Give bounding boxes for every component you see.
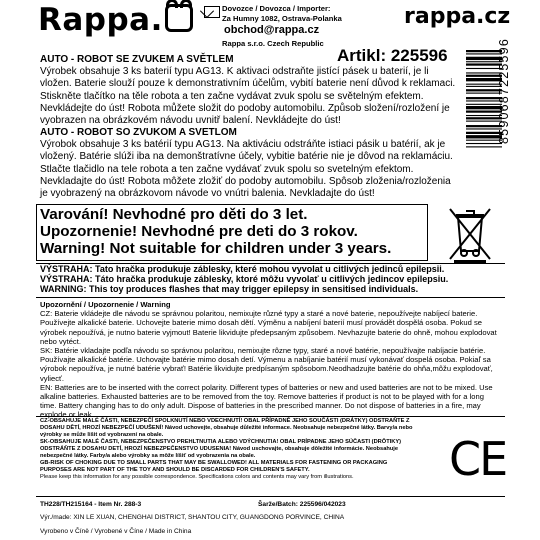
brand-logo: Rappa. [38,2,193,38]
importer-label: Dovozce / Dovozca / Importer: [222,4,331,13]
divider [36,297,505,298]
batch-number: Šarže/Batch: 225596/042023 [258,501,346,508]
age-restriction-icon [455,291,493,329]
warning-en: Warning! Not suitable for children under 3 years. [40,240,392,257]
epilepsy-warning [40,265,500,294]
envelope-icon [204,6,220,18]
warning-cz: Varování! Nevhodné pro děti do 3 let. [40,206,308,223]
small-parts-cz: CZ-OBSAHUJE MALÉ ČÁSTI, NEBEZPEČÍ SPOLKNUTÍ NEBO VDECHNUTÍ! OBAL PŘÍPADNĚ JEHO SOUČÁSTI (DRÁTKY) ODSTRAŇTE Z DOSAHU DĚTÍ, HROZÍ NEBEZPEČÍ UDUŠENÍ! Návod uchovejte, obsahuje důležité informace. Neobsahuje nebezpečné látky. Barvy/a nebo výrobky se může lišit od vyobrazení na obale. [40,418,413,438]
warning-sk: Upozornenie! Nevhodné pre deti do 3 rokov. [40,223,358,240]
sk-text: Výrobok obsahuje 3 ks batérií typu AG13. Na aktiváciu odstráňte istiaci pásik u batérií, ak je vložený. Batérie slúži iba na demonštratívne účely, vybitie batérie nie je dôvod na reklamáciu. Stlačte tlačidlo na tele robota a ten začne vydávať zvuk spolu so svetelným efektom. Nevkladajte do úst! Robota môžete zložiť do podoby automobilu. Spôsob zloženia/rozloženia je vyobrazený na obrázkovom návode vo vnútri balenia. Nevkladajte do úst! [40,139,453,200]
battery-warnings [40,300,502,420]
epilepsy-cz: VÝSTRAHA: Tato hračka produkuje záblesky, které mohou vyvolat u citlivých jedinců epilepsii. [40,264,445,274]
divider [36,496,505,497]
divider [36,416,505,417]
small-parts-gb: GB-RISK OF CHOKING DUE TO SMALL PARTS THAT MAY BE SWALLOWED! ALL MATERIALS FOR FASTENING OR PACKAGING PURPOSES ARE NOT PART OF THE TOY AND SHOULD BE DISCARDED FOR CHILDREN'S SAFETY. [40,460,388,473]
battery-en: EN: Batteries are to be inserted with the correct polarity. Different types of batteries or new and used batteries are not to be mixed. Use alkaline batteries. Exhausted batteries are to be removed from the toy. Remove batteries if product is not to be played with for a long time. Battery changing has to do only adult. Dispose of batteries in the prescribed manner. Do not dispose of batteries in a fire, may explode or leak. [40,382,493,420]
small-parts-sk: SK-OBSAHUJE MALÉ ČASTI, NEBEZPEČENSTVO PREHLTNUTIA ALEBO VDÝCHNUTIA! OBAL PRÍPADNE JEHO SÚČASTI (DRÔTIKY) ODSTRÁŇTE Z DOSAHU DETÍ, HROZÍ NEBEZPEČENSTVO UDUSENIA! Návod uschovajte, obsahuje dôležité informácie. Neobsahuje nebezpečné látky. Farby/a alebo výrobky sa môže líšiť od vyobrazenia na obale. [40,439,402,459]
small-parts-warning [40,418,420,481]
epilepsy-en: WARNING: This toy produces flashes that may trigger epilepsy in sensitised individuals. [40,283,419,294]
cz-text: Výrobek obsahuje 3 ks baterií typu AG13. K aktivaci odstraňte jistící pásek u baterií, je li vložen. Baterie slouží pouze k demonstrativním účelům, vybití baterie není důvod k reklamaci. Stiskněte tlačítko na těle robota a ten začne vydávat zvuk spolu se světelným efektem. Nevkládejte do úst! Robota můžete složit do podoby automobilu. Způsob složení/rozložení je vyobrazen na obrázkovém návodu uvnitř balení. Nevkládejte do úst! [40,66,456,127]
origin: Vyrobeno v Číně / Vyrobené v Číne / Made in China [40,528,192,535]
company-name: Rappa s.r.o. Czech Republic [222,39,324,48]
battery-sk: SK: Batérie vkladajte podľa návodu so správnou polaritou, nemixujte rôzne typy, staré a nové batérie, nepoužívajte nabíjacie batérie. Používajte alkalické batérie. Uchovajte batérie mimo dosah detí. Výmenu a nabíjanie batérií musí vykonávať dospelá osoba. Pokiaľ sa výrobok nepoužíva, je nutné batérie vybrať! Batérie likvidujte predpísaným spôsobom.Neodhadzujte batérie do ohňa,môžu explodovať, vyliecť. [40,346,493,383]
epilepsy-sk: VÝSTRAHA: Táto hračka produkuje záblesky, ktoré môžu vyvolať u citlivých jedincov epilepsiu. [40,273,449,284]
website-link[interactable]: rappa.cz [404,4,511,29]
age-warning [40,206,391,257]
battery-heading: Upozornění / Upozornenie / Warning [40,300,171,309]
importer-address [222,4,342,23]
cz-title: AUTO - ROBOT SE ZVUKEM A SVĚTLEM [40,54,234,65]
ce-mark: CE [449,432,507,486]
bear-logo-icon [165,4,193,32]
importer-street: Za Humny 1082, Ostrava-Polanka [222,13,342,23]
manufacturer: Výr./made: XIN LE XUAN, CHENGHAI DISTRICT, SHANTOU CITY, GUANGDONG PORVINCE, CHINA [40,514,345,521]
sk-description [40,127,460,200]
item-number: TH228/TH215164 - Item Nr. 288-3 [40,501,142,508]
weee-crossed-bin-icon [446,203,494,263]
cz-description [40,54,460,127]
sk-title: AUTO - ROBOT SO ZVUKOM A SVETLOM [40,127,237,138]
article-number: Artikl: 225596 [337,46,448,65]
email-link[interactable]: obchod@rappa.cz [224,24,320,36]
barcode-number: 8590687225596 [497,38,511,144]
small-parts-note: Please keep this information for any possible correspondence. Specifications colors and contents may vary from illustrations. [40,474,354,480]
battery-cz: CZ: Baterie vkládejte dle návodu se správnou polaritou, nemixujte různé typy a staré a nové baterie, nepoužívejte nabíjecí baterie. Používejte alkalické baterie. Uchovejte baterie mimo dosah dětí. Výměnu a nabíjení baterií musí provádět dospělá osoba. Pokud se výrobek nepoužívá, je nutno baterie vyjmout! Baterie likvidujte předepsaným způsobem. Nevhazujte baterie do ohně, mohou explodovat nebo vytéct. [40,309,497,346]
